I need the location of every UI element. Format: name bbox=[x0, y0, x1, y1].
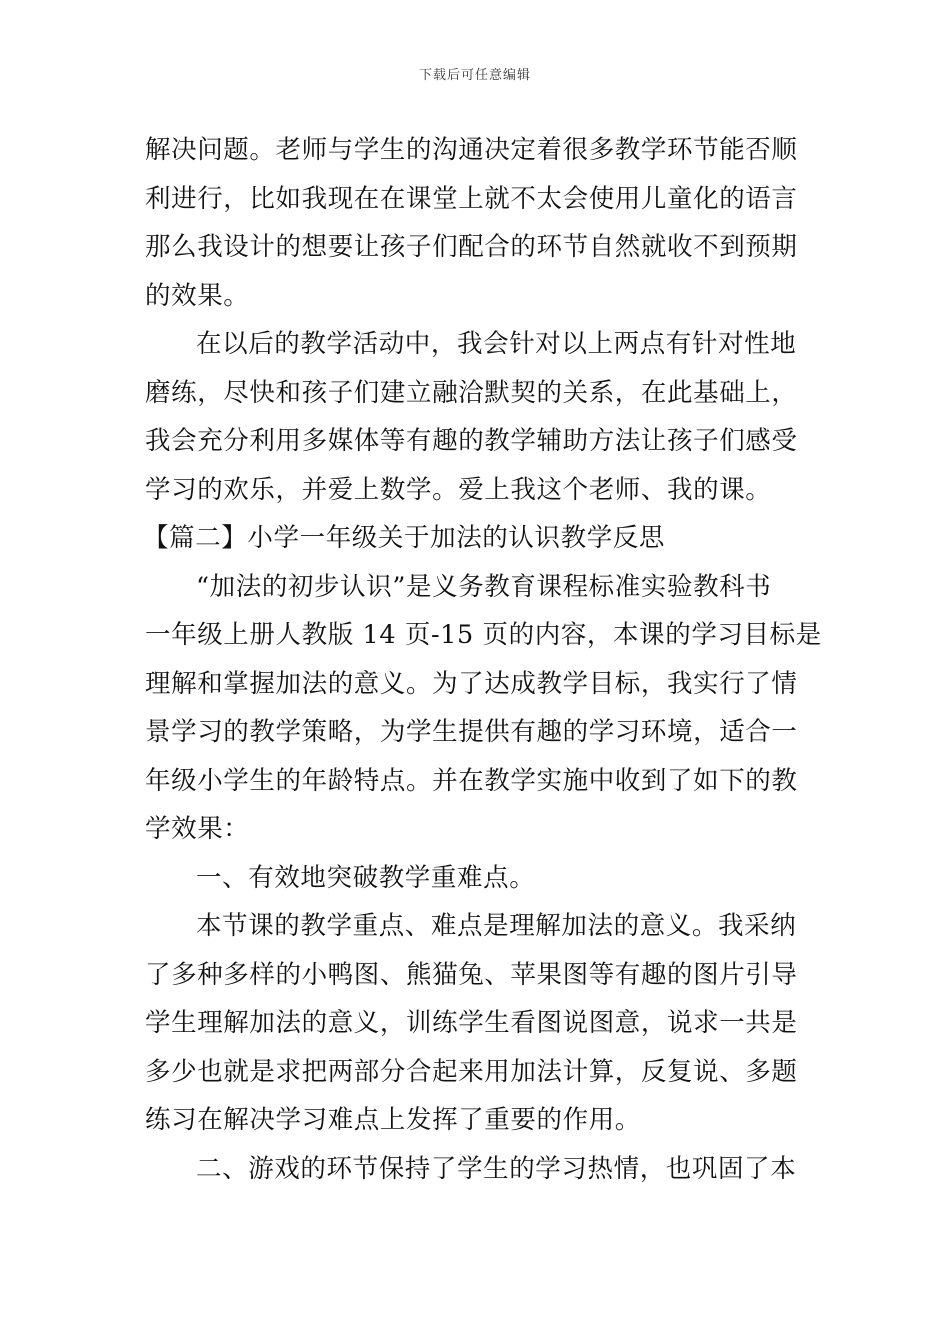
paragraph-start-line: 在以后的教学活动中，我会针对以上两点有针对性地 bbox=[196, 329, 797, 359]
page-header: 下载后可任意编辑 bbox=[418, 68, 531, 83]
text-line: 年级小学生的年龄特点。并在教学实施中收到了如下的教 bbox=[145, 765, 798, 796]
text-line: 练习在解决学习难点上发挥了重要的作用。 bbox=[145, 1105, 641, 1135]
text-line: 磨练，尽快和孩子们建立融洽默契的关系，在此基础上， bbox=[145, 377, 798, 408]
text-line: 学习的欢乐，并爱上数学。爱上我这个老师、我的课。 bbox=[145, 474, 772, 505]
text-line: 解决问题。老师与学生的沟通决定着很多教学环节能否顺 bbox=[145, 135, 798, 165]
text-line: 景学习的教学策略，为学生提供有趣的学习环境，适合一 bbox=[145, 717, 798, 747]
text-line: 学生理解加法的意义，训练学生看图说图意，说求一共是 bbox=[145, 1008, 798, 1038]
paragraph-start-line: “加法的初步认识”是义务教育课程标准实验教科书 bbox=[196, 571, 772, 602]
text-line: 的效果。 bbox=[145, 280, 250, 311]
text-line: 多少也就是求把两部分合起来用加法计算，反复说、多题 bbox=[145, 1056, 798, 1087]
text-line: 一年级上册人教版 14 页-15 页的内容，本课的学习目标是 bbox=[145, 620, 822, 650]
subsection-heading: 一、有效地突破教学重难点。 bbox=[196, 862, 536, 893]
paragraph-start-line: 本节课的教学重点、难点是理解加法的意义。我采纳 bbox=[196, 911, 797, 941]
subsection-heading: 二、游戏的环节保持了学生的学习热情，也巩固了本 bbox=[196, 1153, 797, 1184]
text-line: 学效果： bbox=[145, 814, 250, 844]
text-line: 理解和掌握加法的意义。为了达成教学目标，我实行了情 bbox=[145, 668, 798, 699]
text-line: 那么我设计的想要让孩子们配合的环节自然就收不到预期 bbox=[145, 232, 798, 262]
document-body bbox=[143, 126, 822, 1193]
text-line: 利进行，比如我现在在课堂上就不太会使用儿童化的语言 bbox=[145, 183, 798, 214]
text-line: 了多种多样的小鸭图、熊猫兔、苹果图等有趣的图片引导 bbox=[145, 959, 798, 990]
text-line: 我会充分利用多媒体等有趣的教学辅助方法让孩子们感受 bbox=[145, 426, 798, 456]
section-heading: 【篇二】小学一年级关于加法的认识教学反思 bbox=[143, 523, 666, 553]
